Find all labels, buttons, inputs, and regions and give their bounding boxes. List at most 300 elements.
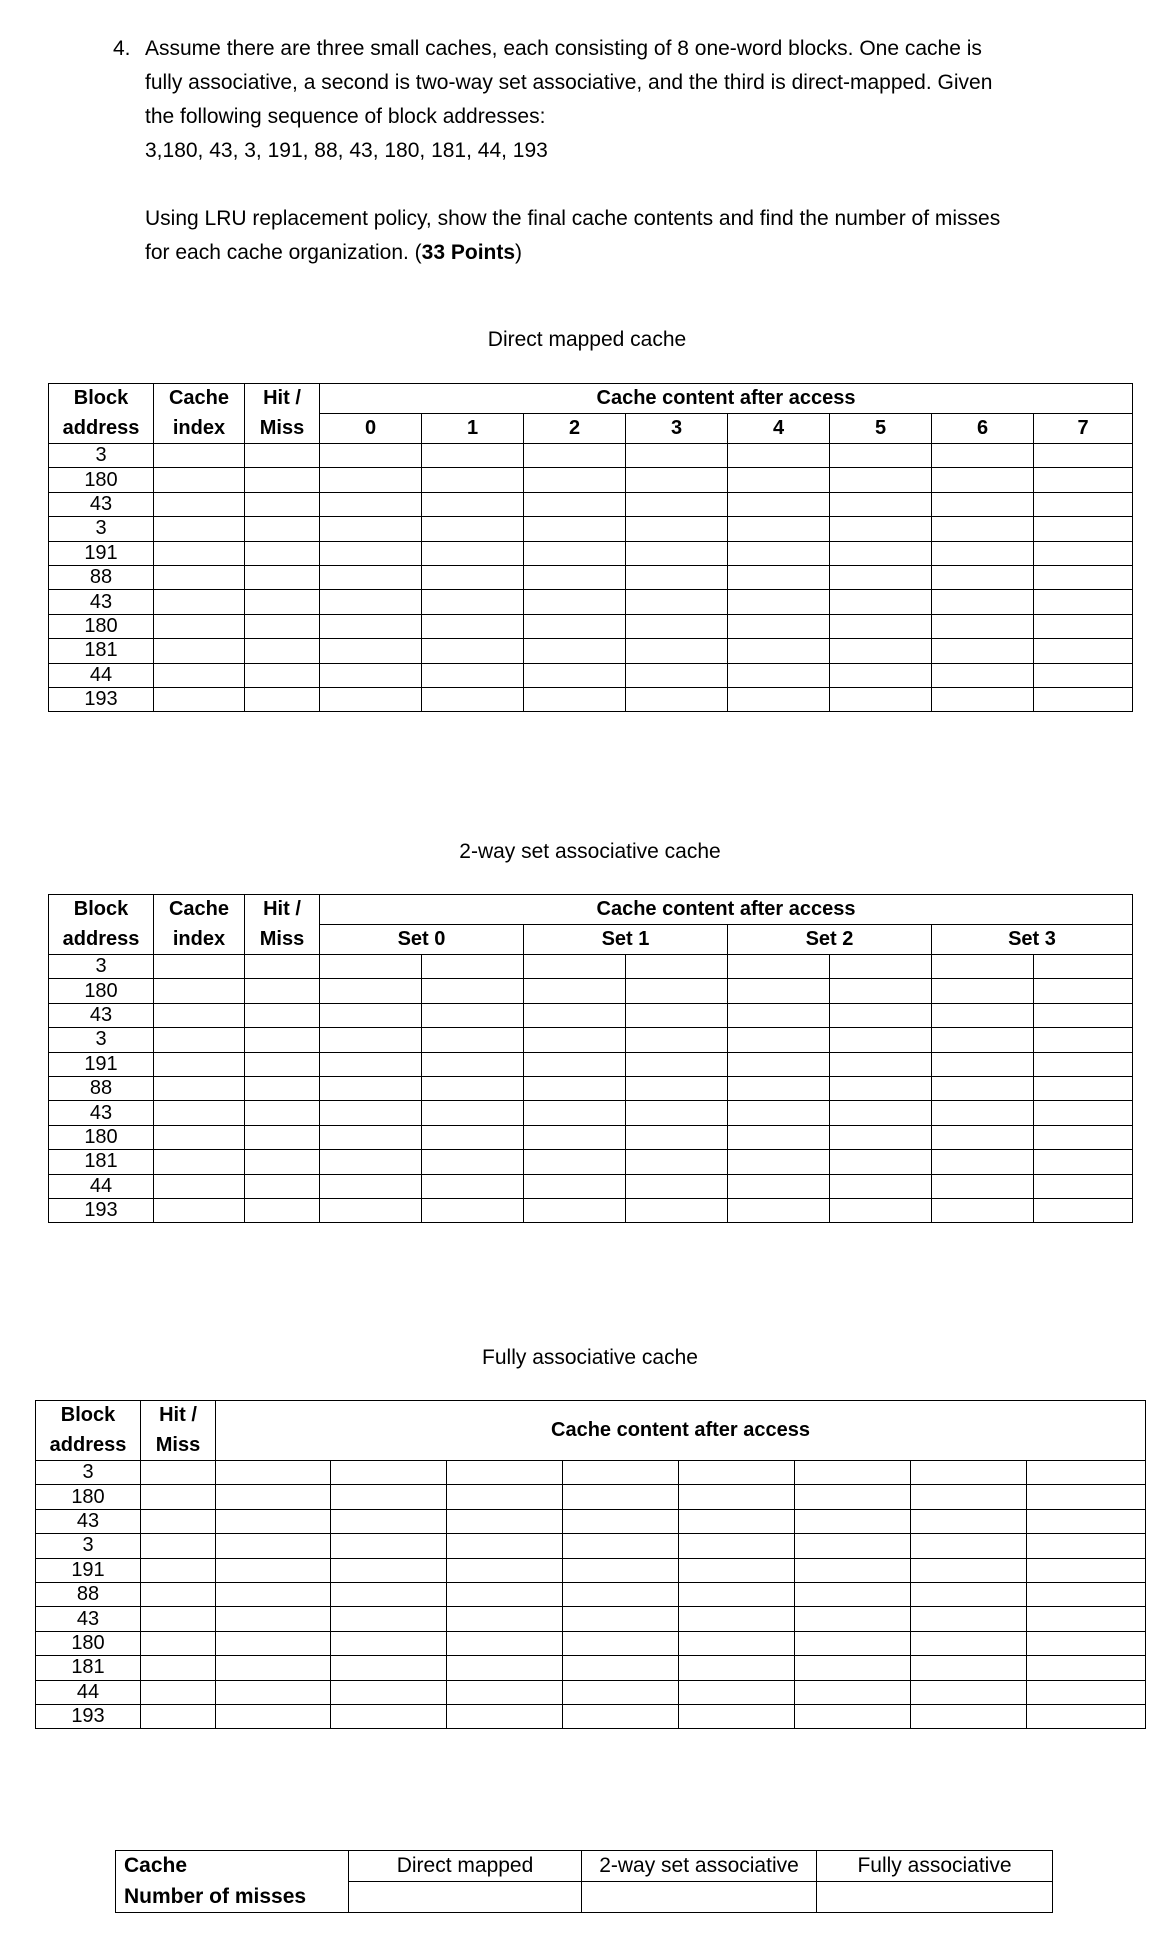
two-way-answer-cell[interactable]	[626, 1150, 728, 1174]
direct-mapped-answer-cell[interactable]	[154, 565, 245, 589]
fully-associative-answer-cell[interactable]	[331, 1704, 447, 1728]
direct-mapped-answer-cell[interactable]	[422, 492, 524, 516]
two-way-answer-cell[interactable]	[320, 1150, 422, 1174]
direct-mapped-answer-cell[interactable]	[154, 492, 245, 516]
direct-mapped-answer-cell[interactable]	[524, 565, 626, 589]
fully-associative-answer-cell[interactable]	[331, 1656, 447, 1680]
direct-mapped-answer-cell[interactable]	[524, 687, 626, 711]
fully-associative-answer-cell[interactable]	[795, 1704, 911, 1728]
direct-mapped-answer-cell[interactable]	[245, 639, 320, 663]
direct-mapped-answer-cell[interactable]	[1034, 663, 1133, 687]
direct-mapped-answer-cell[interactable]	[932, 687, 1034, 711]
fully-associative-answer-cell[interactable]	[911, 1631, 1027, 1655]
direct-mapped-answer-cell[interactable]	[728, 565, 830, 589]
direct-mapped-answer-cell[interactable]	[1034, 444, 1133, 468]
fully-associative-answer-cell[interactable]	[679, 1558, 795, 1582]
direct-mapped-answer-cell[interactable]	[524, 663, 626, 687]
direct-mapped-answer-cell[interactable]	[154, 541, 245, 565]
direct-mapped-answer-cell[interactable]	[154, 614, 245, 638]
fully-associative-answer-cell[interactable]	[141, 1461, 216, 1485]
two-way-answer-cell[interactable]	[320, 1028, 422, 1052]
two-way-answer-cell[interactable]	[1034, 1052, 1133, 1076]
fully-associative-answer-cell[interactable]	[141, 1582, 216, 1606]
two-way-answer-cell[interactable]	[626, 979, 728, 1003]
two-way-answer-cell[interactable]	[320, 1052, 422, 1076]
two-way-answer-cell[interactable]	[320, 1003, 422, 1027]
fully-associative-answer-cell[interactable]	[563, 1558, 679, 1582]
direct-mapped-answer-cell[interactable]	[932, 517, 1034, 541]
direct-mapped-answer-cell[interactable]	[728, 614, 830, 638]
two-way-answer-cell[interactable]	[422, 979, 524, 1003]
direct-mapped-answer-cell[interactable]	[830, 517, 932, 541]
direct-mapped-answer-cell[interactable]	[1034, 614, 1133, 638]
direct-mapped-answer-cell[interactable]	[1034, 517, 1133, 541]
two-way-answer-cell[interactable]	[728, 1198, 830, 1222]
fully-associative-answer-cell[interactable]	[216, 1509, 331, 1533]
direct-mapped-answer-cell[interactable]	[626, 565, 728, 589]
two-way-answer-cell[interactable]	[626, 1174, 728, 1198]
two-way-answer-cell[interactable]	[245, 1198, 320, 1222]
direct-mapped-answer-cell[interactable]	[320, 687, 422, 711]
two-way-answer-cell[interactable]	[154, 955, 245, 979]
two-way-answer-cell[interactable]	[154, 1174, 245, 1198]
fully-associative-answer-cell[interactable]	[679, 1534, 795, 1558]
fully-associative-answer-cell[interactable]	[447, 1558, 563, 1582]
fully-associative-answer-cell[interactable]	[679, 1461, 795, 1485]
fully-associative-misses-cell[interactable]	[817, 1882, 1053, 1913]
fully-associative-answer-cell[interactable]	[216, 1656, 331, 1680]
two-way-answer-cell[interactable]	[422, 1052, 524, 1076]
two-way-answer-cell[interactable]	[626, 1101, 728, 1125]
two-way-answer-cell[interactable]	[1034, 1198, 1133, 1222]
fully-associative-answer-cell[interactable]	[795, 1509, 911, 1533]
direct-mapped-answer-cell[interactable]	[830, 590, 932, 614]
direct-mapped-answer-cell[interactable]	[728, 639, 830, 663]
two-way-answer-cell[interactable]	[320, 1198, 422, 1222]
fully-associative-answer-cell[interactable]	[679, 1631, 795, 1655]
fully-associative-answer-cell[interactable]	[563, 1534, 679, 1558]
fully-associative-answer-cell[interactable]	[795, 1485, 911, 1509]
two-way-answer-cell[interactable]	[626, 1003, 728, 1027]
direct-mapped-answer-cell[interactable]	[524, 517, 626, 541]
two-way-answer-cell[interactable]	[1034, 1125, 1133, 1149]
two-way-answer-cell[interactable]	[320, 1125, 422, 1149]
two-way-answer-cell[interactable]	[245, 1101, 320, 1125]
fully-associative-answer-cell[interactable]	[563, 1656, 679, 1680]
direct-mapped-answer-cell[interactable]	[728, 517, 830, 541]
direct-mapped-answer-cell[interactable]	[626, 687, 728, 711]
direct-mapped-answer-cell[interactable]	[1034, 639, 1133, 663]
two-way-answer-cell[interactable]	[524, 979, 626, 1003]
two-way-answer-cell[interactable]	[245, 1052, 320, 1076]
direct-mapped-answer-cell[interactable]	[830, 639, 932, 663]
direct-mapped-answer-cell[interactable]	[320, 492, 422, 516]
two-way-answer-cell[interactable]	[422, 1174, 524, 1198]
fully-associative-answer-cell[interactable]	[911, 1656, 1027, 1680]
fully-associative-answer-cell[interactable]	[141, 1656, 216, 1680]
fully-associative-answer-cell[interactable]	[141, 1680, 216, 1704]
two-way-answer-cell[interactable]	[932, 1076, 1034, 1100]
two-way-answer-cell[interactable]	[830, 1174, 932, 1198]
two-way-answer-cell[interactable]	[830, 1101, 932, 1125]
two-way-answer-cell[interactable]	[830, 1003, 932, 1027]
direct-mapped-answer-cell[interactable]	[245, 541, 320, 565]
direct-mapped-answer-cell[interactable]	[626, 639, 728, 663]
two-way-answer-cell[interactable]	[932, 1003, 1034, 1027]
fully-associative-answer-cell[interactable]	[679, 1704, 795, 1728]
fully-associative-answer-cell[interactable]	[216, 1461, 331, 1485]
two-way-answer-cell[interactable]	[245, 1003, 320, 1027]
two-way-misses-cell[interactable]	[582, 1882, 817, 1913]
direct-mapped-answer-cell[interactable]	[932, 541, 1034, 565]
two-way-answer-cell[interactable]	[245, 1150, 320, 1174]
direct-mapped-answer-cell[interactable]	[320, 565, 422, 589]
direct-mapped-answer-cell[interactable]	[422, 614, 524, 638]
two-way-answer-cell[interactable]	[245, 1174, 320, 1198]
two-way-answer-cell[interactable]	[524, 1174, 626, 1198]
fully-associative-answer-cell[interactable]	[1027, 1607, 1146, 1631]
fully-associative-answer-cell[interactable]	[141, 1704, 216, 1728]
direct-mapped-answer-cell[interactable]	[320, 541, 422, 565]
two-way-answer-cell[interactable]	[422, 1076, 524, 1100]
two-way-answer-cell[interactable]	[524, 1198, 626, 1222]
fully-associative-answer-cell[interactable]	[331, 1607, 447, 1631]
fully-associative-answer-cell[interactable]	[679, 1607, 795, 1631]
two-way-answer-cell[interactable]	[422, 955, 524, 979]
fully-associative-answer-cell[interactable]	[1027, 1656, 1146, 1680]
two-way-answer-cell[interactable]	[320, 1174, 422, 1198]
direct-mapped-answer-cell[interactable]	[932, 639, 1034, 663]
two-way-answer-cell[interactable]	[154, 1125, 245, 1149]
two-way-answer-cell[interactable]	[728, 1076, 830, 1100]
fully-associative-answer-cell[interactable]	[911, 1607, 1027, 1631]
direct-mapped-answer-cell[interactable]	[320, 468, 422, 492]
direct-mapped-answer-cell[interactable]	[245, 444, 320, 468]
direct-mapped-answer-cell[interactable]	[245, 663, 320, 687]
fully-associative-answer-cell[interactable]	[1027, 1461, 1146, 1485]
two-way-answer-cell[interactable]	[154, 1150, 245, 1174]
direct-mapped-answer-cell[interactable]	[1034, 468, 1133, 492]
direct-mapped-answer-cell[interactable]	[830, 468, 932, 492]
two-way-answer-cell[interactable]	[245, 1028, 320, 1052]
two-way-answer-cell[interactable]	[320, 955, 422, 979]
fully-associative-answer-cell[interactable]	[331, 1680, 447, 1704]
two-way-answer-cell[interactable]	[728, 955, 830, 979]
two-way-answer-cell[interactable]	[932, 1052, 1034, 1076]
fully-associative-answer-cell[interactable]	[1027, 1558, 1146, 1582]
fully-associative-answer-cell[interactable]	[795, 1558, 911, 1582]
fully-associative-answer-cell[interactable]	[447, 1704, 563, 1728]
direct-mapped-answer-cell[interactable]	[422, 517, 524, 541]
fully-associative-answer-cell[interactable]	[141, 1607, 216, 1631]
fully-associative-answer-cell[interactable]	[331, 1558, 447, 1582]
fully-associative-answer-cell[interactable]	[1027, 1680, 1146, 1704]
two-way-answer-cell[interactable]	[728, 979, 830, 1003]
fully-associative-answer-cell[interactable]	[911, 1534, 1027, 1558]
two-way-answer-cell[interactable]	[524, 1052, 626, 1076]
two-way-answer-cell[interactable]	[728, 1028, 830, 1052]
fully-associative-answer-cell[interactable]	[331, 1485, 447, 1509]
direct-mapped-answer-cell[interactable]	[728, 444, 830, 468]
direct-mapped-answer-cell[interactable]	[728, 590, 830, 614]
direct-mapped-answer-cell[interactable]	[626, 590, 728, 614]
fully-associative-answer-cell[interactable]	[447, 1631, 563, 1655]
fully-associative-answer-cell[interactable]	[1027, 1631, 1146, 1655]
fully-associative-answer-cell[interactable]	[911, 1509, 1027, 1533]
fully-associative-answer-cell[interactable]	[795, 1461, 911, 1485]
fully-associative-answer-cell[interactable]	[1027, 1704, 1146, 1728]
two-way-answer-cell[interactable]	[626, 1076, 728, 1100]
fully-associative-answer-cell[interactable]	[447, 1534, 563, 1558]
two-way-answer-cell[interactable]	[830, 979, 932, 1003]
two-way-answer-cell[interactable]	[932, 1101, 1034, 1125]
two-way-answer-cell[interactable]	[1034, 1028, 1133, 1052]
fully-associative-answer-cell[interactable]	[911, 1582, 1027, 1606]
two-way-answer-cell[interactable]	[524, 1003, 626, 1027]
fully-associative-answer-cell[interactable]	[911, 1461, 1027, 1485]
two-way-answer-cell[interactable]	[154, 1028, 245, 1052]
direct-mapped-answer-cell[interactable]	[728, 663, 830, 687]
direct-mapped-answer-cell[interactable]	[422, 639, 524, 663]
fully-associative-answer-cell[interactable]	[331, 1631, 447, 1655]
fully-associative-answer-cell[interactable]	[563, 1704, 679, 1728]
direct-mapped-answer-cell[interactable]	[932, 565, 1034, 589]
direct-mapped-answer-cell[interactable]	[830, 541, 932, 565]
fully-associative-answer-cell[interactable]	[1027, 1582, 1146, 1606]
direct-mapped-answer-cell[interactable]	[830, 565, 932, 589]
direct-mapped-answer-cell[interactable]	[245, 517, 320, 541]
fully-associative-answer-cell[interactable]	[141, 1631, 216, 1655]
direct-mapped-answer-cell[interactable]	[830, 444, 932, 468]
two-way-answer-cell[interactable]	[830, 1052, 932, 1076]
two-way-answer-cell[interactable]	[422, 1125, 524, 1149]
two-way-answer-cell[interactable]	[932, 979, 1034, 1003]
direct-mapped-misses-cell[interactable]	[349, 1882, 582, 1913]
direct-mapped-answer-cell[interactable]	[626, 468, 728, 492]
direct-mapped-answer-cell[interactable]	[1034, 541, 1133, 565]
fully-associative-answer-cell[interactable]	[795, 1607, 911, 1631]
fully-associative-answer-cell[interactable]	[563, 1680, 679, 1704]
direct-mapped-answer-cell[interactable]	[245, 614, 320, 638]
direct-mapped-answer-cell[interactable]	[932, 590, 1034, 614]
direct-mapped-answer-cell[interactable]	[245, 468, 320, 492]
fully-associative-answer-cell[interactable]	[216, 1582, 331, 1606]
direct-mapped-answer-cell[interactable]	[524, 639, 626, 663]
fully-associative-answer-cell[interactable]	[447, 1656, 563, 1680]
fully-associative-answer-cell[interactable]	[141, 1534, 216, 1558]
direct-mapped-answer-cell[interactable]	[524, 614, 626, 638]
two-way-answer-cell[interactable]	[728, 1052, 830, 1076]
direct-mapped-answer-cell[interactable]	[524, 541, 626, 565]
two-way-answer-cell[interactable]	[154, 979, 245, 1003]
two-way-answer-cell[interactable]	[422, 1150, 524, 1174]
two-way-answer-cell[interactable]	[830, 1076, 932, 1100]
fully-associative-answer-cell[interactable]	[447, 1509, 563, 1533]
direct-mapped-answer-cell[interactable]	[320, 614, 422, 638]
fully-associative-answer-cell[interactable]	[679, 1485, 795, 1509]
direct-mapped-answer-cell[interactable]	[422, 565, 524, 589]
direct-mapped-answer-cell[interactable]	[320, 590, 422, 614]
fully-associative-answer-cell[interactable]	[563, 1461, 679, 1485]
direct-mapped-answer-cell[interactable]	[830, 687, 932, 711]
direct-mapped-answer-cell[interactable]	[320, 444, 422, 468]
two-way-answer-cell[interactable]	[728, 1101, 830, 1125]
direct-mapped-answer-cell[interactable]	[728, 492, 830, 516]
direct-mapped-answer-cell[interactable]	[524, 590, 626, 614]
fully-associative-answer-cell[interactable]	[795, 1582, 911, 1606]
direct-mapped-answer-cell[interactable]	[1034, 492, 1133, 516]
direct-mapped-answer-cell[interactable]	[422, 468, 524, 492]
two-way-answer-cell[interactable]	[830, 1028, 932, 1052]
direct-mapped-answer-cell[interactable]	[626, 444, 728, 468]
fully-associative-answer-cell[interactable]	[563, 1582, 679, 1606]
direct-mapped-answer-cell[interactable]	[932, 468, 1034, 492]
direct-mapped-answer-cell[interactable]	[245, 492, 320, 516]
direct-mapped-answer-cell[interactable]	[524, 492, 626, 516]
two-way-answer-cell[interactable]	[1034, 1076, 1133, 1100]
direct-mapped-answer-cell[interactable]	[245, 590, 320, 614]
fully-associative-answer-cell[interactable]	[331, 1582, 447, 1606]
fully-associative-answer-cell[interactable]	[216, 1558, 331, 1582]
two-way-answer-cell[interactable]	[1034, 1150, 1133, 1174]
two-way-answer-cell[interactable]	[932, 1125, 1034, 1149]
two-way-answer-cell[interactable]	[422, 1028, 524, 1052]
fully-associative-answer-cell[interactable]	[911, 1485, 1027, 1509]
two-way-answer-cell[interactable]	[728, 1003, 830, 1027]
fully-associative-answer-cell[interactable]	[795, 1534, 911, 1558]
two-way-answer-cell[interactable]	[932, 1028, 1034, 1052]
direct-mapped-answer-cell[interactable]	[626, 541, 728, 565]
two-way-answer-cell[interactable]	[932, 1174, 1034, 1198]
two-way-answer-cell[interactable]	[524, 955, 626, 979]
two-way-answer-cell[interactable]	[1034, 1174, 1133, 1198]
direct-mapped-answer-cell[interactable]	[320, 517, 422, 541]
fully-associative-answer-cell[interactable]	[679, 1582, 795, 1606]
fully-associative-answer-cell[interactable]	[563, 1509, 679, 1533]
two-way-answer-cell[interactable]	[245, 1076, 320, 1100]
direct-mapped-answer-cell[interactable]	[422, 541, 524, 565]
two-way-answer-cell[interactable]	[1034, 1003, 1133, 1027]
fully-associative-answer-cell[interactable]	[331, 1461, 447, 1485]
fully-associative-answer-cell[interactable]	[141, 1485, 216, 1509]
two-way-answer-cell[interactable]	[728, 1125, 830, 1149]
fully-associative-answer-cell[interactable]	[331, 1534, 447, 1558]
two-way-answer-cell[interactable]	[830, 1125, 932, 1149]
fully-associative-answer-cell[interactable]	[216, 1485, 331, 1509]
fully-associative-answer-cell[interactable]	[911, 1704, 1027, 1728]
fully-associative-answer-cell[interactable]	[216, 1680, 331, 1704]
two-way-answer-cell[interactable]	[830, 1150, 932, 1174]
fully-associative-answer-cell[interactable]	[216, 1631, 331, 1655]
direct-mapped-answer-cell[interactable]	[154, 663, 245, 687]
two-way-answer-cell[interactable]	[830, 955, 932, 979]
two-way-answer-cell[interactable]	[1034, 955, 1133, 979]
direct-mapped-answer-cell[interactable]	[154, 687, 245, 711]
direct-mapped-answer-cell[interactable]	[320, 663, 422, 687]
two-way-answer-cell[interactable]	[524, 1076, 626, 1100]
two-way-answer-cell[interactable]	[626, 1198, 728, 1222]
two-way-answer-cell[interactable]	[626, 1125, 728, 1149]
fully-associative-answer-cell[interactable]	[1027, 1534, 1146, 1558]
direct-mapped-answer-cell[interactable]	[728, 468, 830, 492]
two-way-answer-cell[interactable]	[154, 1101, 245, 1125]
fully-associative-answer-cell[interactable]	[563, 1631, 679, 1655]
two-way-answer-cell[interactable]	[320, 1101, 422, 1125]
fully-associative-answer-cell[interactable]	[563, 1607, 679, 1631]
two-way-answer-cell[interactable]	[422, 1101, 524, 1125]
fully-associative-answer-cell[interactable]	[795, 1656, 911, 1680]
direct-mapped-answer-cell[interactable]	[932, 444, 1034, 468]
direct-mapped-answer-cell[interactable]	[245, 565, 320, 589]
direct-mapped-answer-cell[interactable]	[154, 444, 245, 468]
fully-associative-answer-cell[interactable]	[679, 1656, 795, 1680]
direct-mapped-answer-cell[interactable]	[422, 663, 524, 687]
fully-associative-answer-cell[interactable]	[216, 1607, 331, 1631]
fully-associative-answer-cell[interactable]	[447, 1582, 563, 1606]
direct-mapped-answer-cell[interactable]	[830, 614, 932, 638]
fully-associative-answer-cell[interactable]	[795, 1680, 911, 1704]
fully-associative-answer-cell[interactable]	[447, 1485, 563, 1509]
direct-mapped-answer-cell[interactable]	[154, 590, 245, 614]
two-way-answer-cell[interactable]	[245, 955, 320, 979]
direct-mapped-answer-cell[interactable]	[524, 444, 626, 468]
fully-associative-answer-cell[interactable]	[141, 1509, 216, 1533]
direct-mapped-answer-cell[interactable]	[728, 541, 830, 565]
direct-mapped-answer-cell[interactable]	[245, 687, 320, 711]
direct-mapped-answer-cell[interactable]	[626, 492, 728, 516]
fully-associative-answer-cell[interactable]	[911, 1558, 1027, 1582]
two-way-answer-cell[interactable]	[422, 1003, 524, 1027]
two-way-answer-cell[interactable]	[154, 1052, 245, 1076]
two-way-answer-cell[interactable]	[320, 1076, 422, 1100]
two-way-answer-cell[interactable]	[626, 955, 728, 979]
two-way-answer-cell[interactable]	[422, 1198, 524, 1222]
two-way-answer-cell[interactable]	[932, 1198, 1034, 1222]
direct-mapped-answer-cell[interactable]	[932, 614, 1034, 638]
two-way-answer-cell[interactable]	[626, 1052, 728, 1076]
direct-mapped-answer-cell[interactable]	[154, 468, 245, 492]
two-way-answer-cell[interactable]	[154, 1198, 245, 1222]
direct-mapped-answer-cell[interactable]	[524, 468, 626, 492]
direct-mapped-answer-cell[interactable]	[728, 687, 830, 711]
fully-associative-answer-cell[interactable]	[216, 1534, 331, 1558]
direct-mapped-answer-cell[interactable]	[154, 517, 245, 541]
fully-associative-answer-cell[interactable]	[911, 1680, 1027, 1704]
two-way-answer-cell[interactable]	[524, 1101, 626, 1125]
fully-associative-answer-cell[interactable]	[563, 1485, 679, 1509]
direct-mapped-answer-cell[interactable]	[830, 492, 932, 516]
direct-mapped-answer-cell[interactable]	[932, 492, 1034, 516]
fully-associative-answer-cell[interactable]	[141, 1558, 216, 1582]
fully-associative-answer-cell[interactable]	[1027, 1485, 1146, 1509]
direct-mapped-answer-cell[interactable]	[1034, 590, 1133, 614]
fully-associative-answer-cell[interactable]	[795, 1631, 911, 1655]
fully-associative-answer-cell[interactable]	[679, 1680, 795, 1704]
two-way-answer-cell[interactable]	[1034, 979, 1133, 1003]
two-way-answer-cell[interactable]	[728, 1174, 830, 1198]
fully-associative-answer-cell[interactable]	[679, 1509, 795, 1533]
direct-mapped-answer-cell[interactable]	[422, 687, 524, 711]
direct-mapped-answer-cell[interactable]	[422, 444, 524, 468]
fully-associative-answer-cell[interactable]	[216, 1704, 331, 1728]
two-way-answer-cell[interactable]	[154, 1076, 245, 1100]
fully-associative-answer-cell[interactable]	[331, 1509, 447, 1533]
two-way-answer-cell[interactable]	[830, 1198, 932, 1222]
direct-mapped-answer-cell[interactable]	[626, 517, 728, 541]
two-way-answer-cell[interactable]	[1034, 1101, 1133, 1125]
fully-associative-answer-cell[interactable]	[447, 1461, 563, 1485]
two-way-answer-cell[interactable]	[154, 1003, 245, 1027]
